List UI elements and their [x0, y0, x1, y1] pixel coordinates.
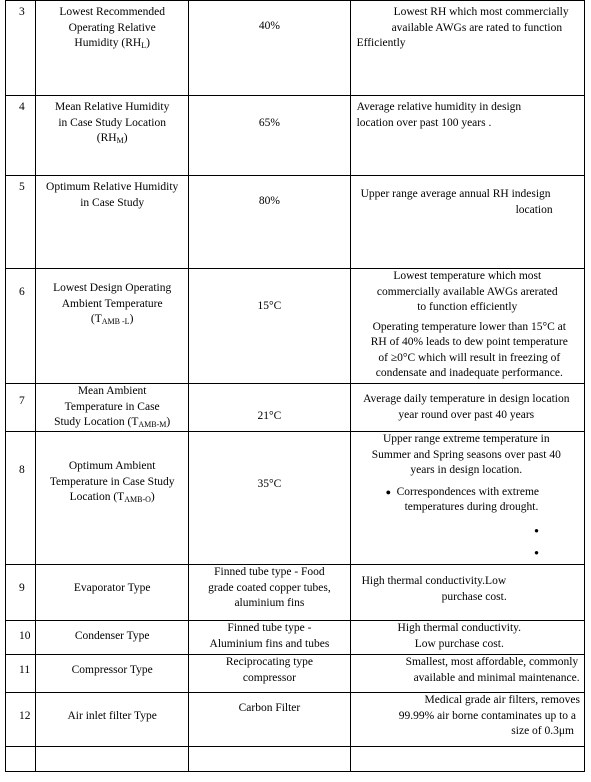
- remarks-cell: [350, 621, 584, 655]
- empty-cell: [189, 747, 350, 772]
- value-text: 40%: [258, 20, 280, 32]
- remarks-cell: [350, 176, 584, 269]
- remarks-line: Medical grade air filters, removes: [424, 694, 580, 706]
- remarks-line: Summer and Spring seasons over past 40: [371, 448, 561, 461]
- parameter-line: $(RH_M)$: [96, 132, 128, 145]
- remarks-line: Upper range average annual RH indesign: [360, 188, 551, 200]
- value-text: 15°C: [257, 300, 282, 312]
- parameter-cell: [36, 693, 189, 747]
- remarks-cell: [350, 432, 584, 565]
- row-number: 9: [6, 565, 36, 621]
- row-number: 4: [6, 96, 36, 176]
- value-text: 21°C: [257, 410, 282, 422]
- value-text: 35°C: [257, 478, 282, 490]
- remarks-line: 99.99% air borne contaminates up to a: [398, 709, 576, 722]
- table-row: [6, 621, 585, 655]
- value-cell: [189, 96, 350, 176]
- parameter-cell: [36, 1, 189, 96]
- table-row: [6, 1, 585, 96]
- value-line: Finned tube type - Food: [214, 566, 325, 578]
- value-line: aluminium fins: [234, 597, 305, 609]
- value-cell: [189, 621, 350, 655]
- empty-bullets: [351, 520, 584, 564]
- remarks-line: available AWGs are rated to function: [391, 21, 563, 34]
- remarks-line: location: [515, 203, 553, 216]
- table-row: [6, 176, 585, 269]
- parameter-line: in Case Study: [80, 196, 145, 209]
- remarks-line: Lowest temperature which most: [393, 270, 542, 282]
- parameter-line: Lowest Design Operating: [53, 282, 172, 294]
- empty-cell: [36, 747, 189, 772]
- bullet-icon: ●: [534, 547, 539, 557]
- remarks-cell: [350, 693, 584, 747]
- bullet-line: Correspondences with extreme: [396, 485, 539, 498]
- parameter-cell: [36, 384, 189, 432]
- row-number: 3: [6, 1, 36, 96]
- remarks-line: condensate and inadequate performance.: [375, 367, 563, 379]
- parameter-line: Optimum Ambient: [68, 460, 156, 472]
- row-number: 12: [6, 693, 36, 747]
- value-cell: [189, 655, 350, 693]
- table-row: [6, 565, 585, 621]
- bullet-line: temperatures during drought.: [404, 501, 539, 513]
- remarks-line: Smallest, most affordable, commonly: [405, 656, 579, 668]
- bullet-item: [351, 485, 584, 516]
- value-line: grade coated copper tubes,: [208, 581, 331, 594]
- remarks-line: years in design location.: [410, 464, 523, 476]
- value-cell: [189, 1, 350, 96]
- parameter-line: in Case Study Location: [58, 116, 166, 129]
- parameter-cell: [36, 176, 189, 269]
- remarks-line: Low purchase cost.: [414, 637, 504, 650]
- table-row: [6, 96, 585, 176]
- value-cell: [189, 269, 350, 384]
- parameter-cell: [36, 432, 189, 565]
- parameter-line: Mean Ambient: [77, 385, 147, 397]
- remarks-line: year round over past 40 years: [398, 408, 535, 421]
- table-row: [6, 693, 585, 747]
- bullet-icon: ●: [385, 486, 391, 497]
- parameter-line: Lowest Recommended: [59, 6, 166, 18]
- empty-cell: [350, 747, 584, 772]
- remarks-line: to function efficiently: [417, 301, 518, 313]
- remarks-line: Upper range extreme temperature in: [382, 433, 550, 445]
- bullet-icon: ●: [534, 525, 539, 535]
- remarks-line: RH of 40% leads to dew point temperature: [370, 336, 568, 348]
- row-number: 10: [6, 621, 36, 655]
- parameter-line: Temperature in Case: [64, 400, 160, 413]
- remarks-line: commercially available AWGs arerated: [376, 285, 558, 298]
- parameter-line: Humidity $(RH_L)$: [74, 37, 150, 50]
- remarks-line: High thermal conductivity.Low: [361, 575, 507, 587]
- row-number: 11: [6, 655, 36, 693]
- remarks-line: Efficiently: [356, 37, 406, 49]
- parameter-cell: [36, 269, 189, 384]
- table-row: [6, 384, 585, 432]
- remarks-cell: [350, 384, 584, 432]
- remarks-line: High thermal conductivity.: [397, 622, 522, 634]
- parameter-line: Air inlet filter Type: [67, 710, 157, 722]
- remarks-cell: [350, 1, 584, 96]
- value-cell: [189, 565, 350, 621]
- parameter-line: Ambient Temperature: [61, 297, 163, 310]
- remarks-line: purchase cost.: [441, 590, 507, 603]
- parameter-cell: [36, 655, 189, 693]
- remarks-line: Average daily temperature in design location: [363, 393, 570, 405]
- table-row: [6, 747, 585, 772]
- specification-table: [5, 0, 585, 772]
- parameter-line: Temperature in Case Study: [49, 475, 175, 488]
- remarks-line: Operating temperature lower than 15°C at: [372, 320, 566, 333]
- parameter-line: Study Location $(T_{AMB-M})$: [54, 416, 171, 429]
- parameter-line: Location $(T_{AMB-O})$: [69, 491, 155, 504]
- value-cell: [189, 693, 350, 747]
- parameter-line: Compressor Type: [71, 664, 153, 676]
- remarks-line: Average relative humidity in design: [356, 101, 522, 113]
- remarks-line: available and minimal maintenance.: [413, 671, 580, 684]
- remarks-cell: [350, 96, 584, 176]
- value-line: Reciprocating type: [225, 656, 314, 668]
- parameter-line: Evaporator Type: [73, 582, 151, 594]
- value-text: 80%: [258, 195, 280, 207]
- value-cell: [189, 176, 350, 269]
- remarks-line: size of 0.3μm: [511, 725, 574, 737]
- table-row: [6, 655, 585, 693]
- row-number: 7: [6, 384, 36, 432]
- remarks-line: of ≥0°C which will result in freezing of: [378, 351, 561, 364]
- remarks-cell: [350, 269, 584, 384]
- parameter-cell: [36, 565, 189, 621]
- row-number: 8: [6, 432, 36, 565]
- remarks-line: location over past 100 years .: [356, 116, 492, 129]
- parameter-line: $(T_{AMB -L})$: [90, 313, 134, 326]
- parameter-line: Optimum Relative Humidity: [46, 181, 179, 193]
- parameter-cell: [36, 96, 189, 176]
- value-cell: [189, 432, 350, 565]
- value-line: Aluminium fins and tubes: [209, 637, 330, 650]
- parameter-cell: [36, 621, 189, 655]
- row-number: 6: [6, 269, 36, 384]
- value-text: 65%: [258, 117, 280, 129]
- value-line: Carbon Filter: [238, 702, 301, 714]
- remarks-line: Lowest RH which most commercially: [393, 6, 569, 18]
- parameter-line: Operating Relative: [68, 21, 156, 34]
- value-line: Finned tube type -: [227, 622, 312, 634]
- table-row: [6, 432, 585, 565]
- empty-cell: [6, 747, 36, 772]
- parameter-line: Condenser Type: [74, 630, 150, 642]
- value-cell: [189, 384, 350, 432]
- remarks-cell: [350, 565, 584, 621]
- value-line: compressor: [242, 671, 296, 684]
- remarks-cell: [350, 655, 584, 693]
- parameter-line: Mean Relative Humidity: [55, 101, 170, 113]
- table-row: [6, 269, 585, 384]
- row-number: 5: [6, 176, 36, 269]
